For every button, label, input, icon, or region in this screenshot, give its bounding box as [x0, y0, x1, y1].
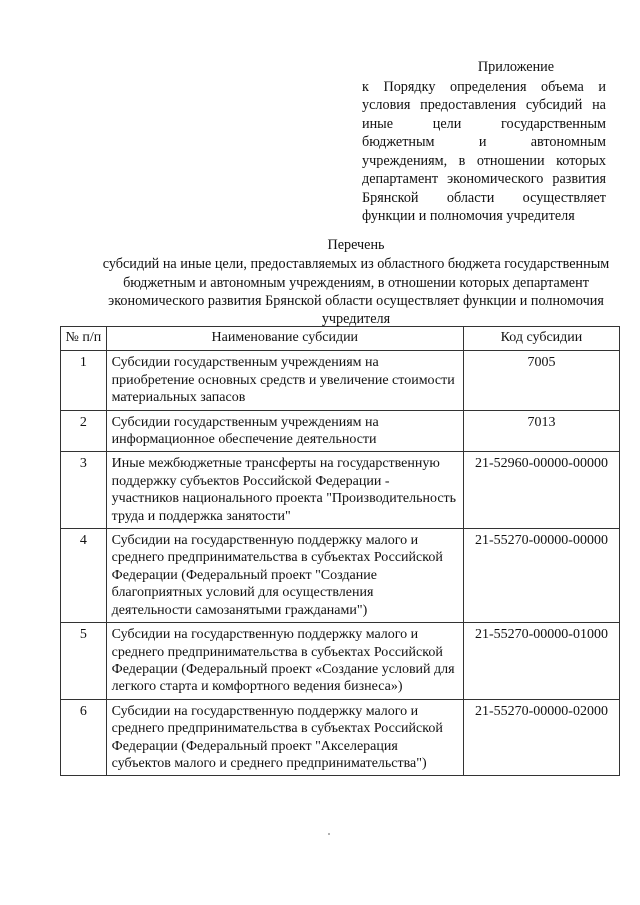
row-name: Субсидии на государственную поддержку малого и среднего предпринимательства в субъектах Российской Федерации (Федеральный проект "Создание благоприятных условий для осуществления деятельности самозанятыми гражданами"): [106, 529, 463, 623]
table-row: [61, 623, 620, 700]
header-name: Наименование субсидии: [106, 327, 463, 351]
document-title-block: [96, 236, 616, 328]
row-code: 21-52960-00000-00000: [463, 452, 619, 529]
table-row: [61, 529, 620, 623]
row-name: Субсидии на государственную поддержку малого и среднего предпринимательства в субъектах Российской Федерации (Федеральный проект "Акселерация субъектов малого и среднего предпринимательства"): [106, 699, 463, 776]
header-code: Код субсидии: [463, 327, 619, 351]
row-name: Субсидии государственным учреждениям на приобретение основных средств и увеличение стоимости материальных запасов: [106, 351, 463, 410]
appendix-block: [362, 58, 606, 226]
subsidies-table: [60, 326, 620, 776]
row-num: 6: [61, 699, 107, 776]
table-row: [61, 351, 620, 410]
row-code: 7005: [463, 351, 619, 410]
row-name: Иные межбюджетные трансферты на государственную поддержку субъектов Российской Федерации - участников национального проекта "Производительность труда и поддержка занятости": [106, 452, 463, 529]
row-code: 21-55270-00000-00000: [463, 529, 619, 623]
appendix-text: к Порядку определения объема и условия предоставления субсидий на иные цели государственным бюджетным и автономным учреждениям, в отношении которых департамент экономического развития Брянской области осуществляет функции и полномочия учредителя: [362, 78, 606, 224]
appendix-title: Приложение: [477, 59, 555, 75]
table-row: [61, 410, 620, 452]
row-code: 7013: [463, 410, 619, 452]
table-row: [61, 699, 620, 776]
table-row: [61, 452, 620, 529]
row-code: 21-55270-00000-01000: [463, 623, 619, 700]
table-header-row: [61, 327, 620, 351]
row-num: 5: [61, 623, 107, 700]
document-subheading: субсидий на иные цели, предоставляемых из областного бюджета государственным бюджетным и автономным учреждениям, в отношении которых департамент экономического развития Брянской области осуществляет функции и полномочия учредителя: [102, 256, 610, 328]
header-num: № п/п: [61, 327, 107, 351]
row-num: 2: [61, 410, 107, 452]
row-code: 21-55270-00000-02000: [463, 699, 619, 776]
row-num: 4: [61, 529, 107, 623]
scan-speck: [328, 833, 330, 835]
row-num: 3: [61, 452, 107, 529]
row-num: 1: [61, 351, 107, 410]
document-heading: Перечень: [327, 237, 385, 253]
row-name: Субсидии на государственную поддержку малого и среднего предпринимательства в субъектах Российской Федерации (Федеральный проект «Создание условий для легкого старта и комфортного ведения бизнеса»): [106, 623, 463, 700]
row-name: Субсидии государственным учреждениям на информационное обеспечение деятельности: [106, 410, 463, 452]
